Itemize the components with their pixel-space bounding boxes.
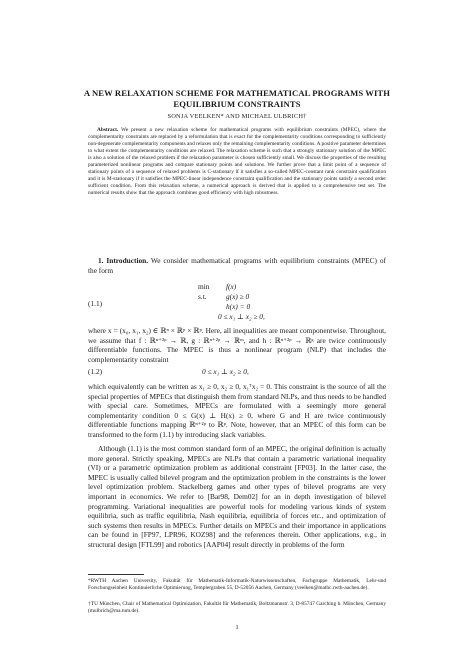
paper-title: [60, 88, 414, 109]
eq-1-2-number: (1.2): [88, 367, 103, 376]
footnote-2: †TU München, Chair of Mathematical Optimization, Fakultät für Mathematik, Boltzmannstr. 3, D-85747 Garching b. München, Germany (mulbrich@ma.tum.de).: [88, 601, 386, 614]
eq-1-1-complementarity: 0 ≤ x₁ ⊥ x₂ ≥ 0,: [218, 312, 265, 321]
paragraph-after-eq-1-2: which equivalently can be written as x₁ ≥ 0, x₂ ≥ 0, x₁ᵀx₂ = 0. This constraint is the source of all the special properties of MPECs that distinguish them from standard NLPs, and thus needs to be handled with special care. Sometimes, MPECs are formulated with a seemingly more general complementarity condition 0 ≤ G(x) ⊥ H(x) ≥ 0, where G and H are twice continuously differentiable functions mapping ℝⁿ⁺²ᵖ to ℝᵖ. Note, however, that an MPEC of this form can be transformed to the form (1.1) by introducing slack variables.: [88, 382, 386, 439]
paragraph-after-eq-1-1: where x = (x₀, x₁, x₂) ∈ ℝⁿ × ℝᵖ × ℝᵖ. Here, all inequalities are meant componentwise. Throughout, we assume that f : ℝⁿ⁺²ᵖ → ℝ, g : ℝⁿ⁺²ᵖ → ℝᵐ, and h : ℝⁿ⁺²ᵖ → ℝᵍ are twice continuously differentiable functions. The MPEC is thus a nonlinear program (NLP) that includes the complementarity constraint: [88, 326, 386, 364]
footnote-1: *RWTH Aachen University, Fakultät für Mathematik-Informatik-Naturwissenschaften, Fachgruppe Mathematik, Lehr-und Forschungseinheit Kontinuierliche Optimierung, Templergraben 55, D-52056 Aachen, Germany (veelken@mathc.rwth-aachen.de).: [88, 578, 386, 591]
title-line-1: A NEW RELAXATION SCHEME FOR MATHEMATICAL PROGRAMS WITH: [83, 88, 391, 98]
eq-1-1-number: (1.1): [88, 299, 103, 308]
eq-1-2-expression: 0 ≤ x₁ ⊥ x₂ ≥ 0,: [202, 367, 249, 376]
eq-1-1-objective: f(x): [226, 282, 237, 291]
section-heading: 1. Introduction.: [98, 256, 149, 265]
abstract-text: We present a new relaxation scheme for mathematical programs with equilibrium constraints (MPEC), where the complementarity constraints are replaced by a reformulation that is exact for the complementarity conditions corresponding to sufficiently non-degenerate complementarity components and relaxes only the remaining complementarity conditions. A positive parameter determines to what extent the complementarity conditions are relaxed. The relaxation scheme is such that a strongly stationary solution of the MPEC is also a solution of the relaxed problem if the relaxation parameter is chosen sufficiently small. We discuss the properties of the resulting parameterized nonlinear programs and compare stationary points and solutions. We further prove that a limit point of a sequence of stationary points of a sequence of relaxed problems is C-stationary if it satisfies a so-called MPEC-constant rank constraint qualification and it is M-stationary if it satisfies the MPEC-linear independence constraint qualification and the stationary points satisfy a second order sufficient condition. From this relaxation scheme, a numerical approach is derived that is applied to a comprehensive test set. The numerical results show that the approach combines good efficiency with high robustness.: [88, 127, 386, 197]
abstract-label: Abstract.: [97, 127, 119, 133]
intro-paragraph: [88, 256, 386, 275]
page-number: 1: [235, 624, 239, 631]
title-line-2: EQUILIBRIUM CONSTRAINTS: [173, 98, 301, 109]
abstract: [88, 127, 386, 197]
paragraph-3: Although (1.1) is the most common standard form of an MPEC, the original definition is actually more general. Strictly speaking, MPECs are NLPs that contain a parametric variational inequality (VI) or a parametric optimization problem as additional constraint [FP03]. In the latter case, the MPEC is usually called bilevel program and the optimization problem in the constraints is the lower level optimization problem. Stackelberg games and other types of bilevel programs are very important in economics. We refer to [Bar98, Dem02] for an in depth investigation of bilevel programming. Variational inequalities are powerful tools for modeling various kinds of system equilibria, such as traffic equilibria, Nash equilibria, equilibria of forces etc., and optimization of such systems then results in MPECs. Further details on MPECs and their importance in applications can be found in [FP97, LPR96, KOZ98] and the references therein. Other applications, e.g., in structural design [FTL99] and robotics [AAP04] result directly in problems of the form: [88, 444, 386, 549]
authors: SONJA VEELKEN* AND MICHAEL ULBRICH†: [167, 113, 307, 120]
intro-text: We consider mathematical programs with equilibrium constraints (MPEC) of the form: [88, 256, 386, 275]
eq-1-1-constraint-g: g(x) ≥ 0: [226, 292, 250, 301]
eq-1-1-constraint-h: h(x) = 0: [226, 302, 251, 311]
footnote-rule: [88, 574, 144, 575]
eq-1-1-min: min: [198, 282, 210, 291]
eq-1-1-st: s.t.: [198, 292, 207, 301]
